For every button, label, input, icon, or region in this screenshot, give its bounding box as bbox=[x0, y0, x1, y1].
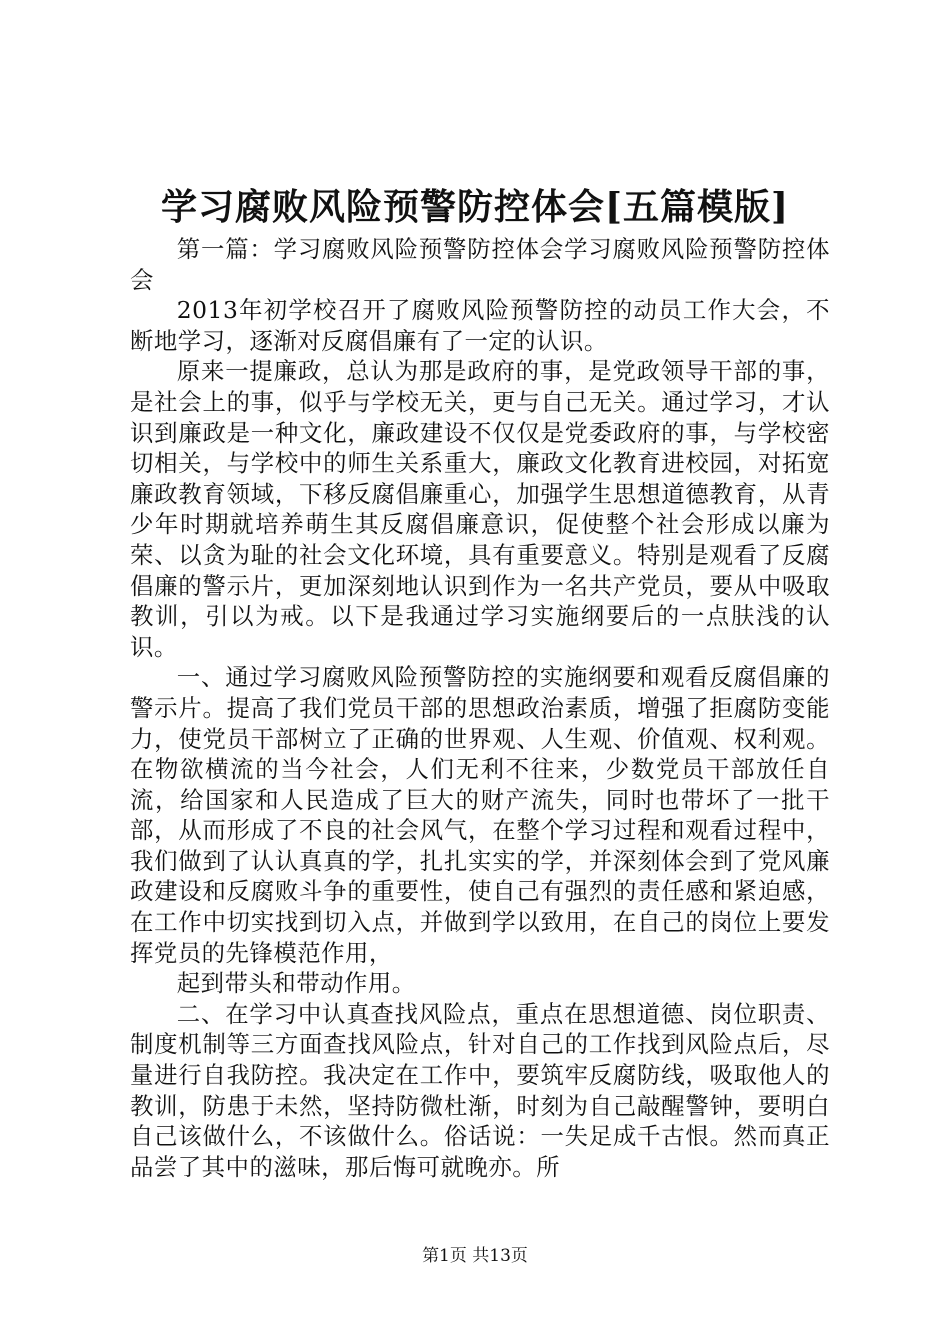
paragraph-1: 第一篇：学习腐败风险预警防控体会学习腐败风险预警防控体会 bbox=[130, 235, 830, 294]
document-title: 学习腐败风险预警防控体会[五篇模版] bbox=[160, 186, 790, 228]
paragraph-2: 2013年初学校召开了腐败风险预警防控的动员工作大会，不断地学习，逐渐对反腐倡廉有了一定的认识。 bbox=[130, 296, 830, 355]
paragraph-6: 二、在学习中认真查找风险点，重点在思想道德、岗位职责、制度机制等三方面查找风险点，针对自己的工作找到风险点后，尽量进行自我防控。我决定在工作中，要筑牢反腐防线，吸取他人的教训，防患于未然，坚持防微杜渐，时刻为自己敲醒警钟，要明白自己该做什么，不该做什么。俗话说：一失足成千古恨。然而真正品尝了其中的滋味，那后悔可就晚亦。所 bbox=[130, 999, 830, 1181]
paragraph-5: 起到带头和带动作用。 bbox=[176, 969, 416, 998]
paragraph-4: 一、通过学习腐败风险预警防控的实施纲要和观看反腐倡廉的警示片。提高了我们党员干部的思想政治素质，增强了拒腐防变能力，使党员干部树立了正确的世界观、人生观、价值观、权利观。在物欲横流的当今社会，人们无利不往来，少数党员干部放任自流，给国家和人民造成了巨大的财产流失，同时也带坏了一批干部，从而形成了不良的社会风气，在整个学习过程和观看过程中，我们做到了认认真真的学，扎扎实实的学，并深刻体会到了党风廉政建设和反腐败斗争的重要性，使自己有强烈的责任感和紧迫感，在工作中切实找到切入点，并做到学以致用，在自己的岗位上要发挥党员的先锋模范作用， bbox=[130, 663, 830, 967]
paragraph-3: 原来一提廉政，总认为那是政府的事，是党政领导干部的事，是社会上的事，似乎与学校无关，更与自己无关。通过学习，才认识到廉政是一种文化，廉政建设不仅仅是党委政府的事，与学校密切相关，与学校中的师生关系重大，廉政文化教育进校园，对拓宽廉政教育领域，下移反腐倡廉重心，加强学生思想道德教育，从青少年时期就培养萌生其反腐倡廉意识，促使整个社会形成以廉为荣、以贪为耻的社会文化环境，具有重要意义。特别是观看了反腐倡廉的警示片，更加深刻地认识到作为一名共产党员，要从中吸取教训，引以为戒。以下是我通过学习实施纲要后的一点肤浅的认识。 bbox=[130, 357, 830, 661]
document-body bbox=[130, 234, 830, 1182]
page-number-footer: 第1页 共13页 bbox=[422, 1246, 528, 1266]
